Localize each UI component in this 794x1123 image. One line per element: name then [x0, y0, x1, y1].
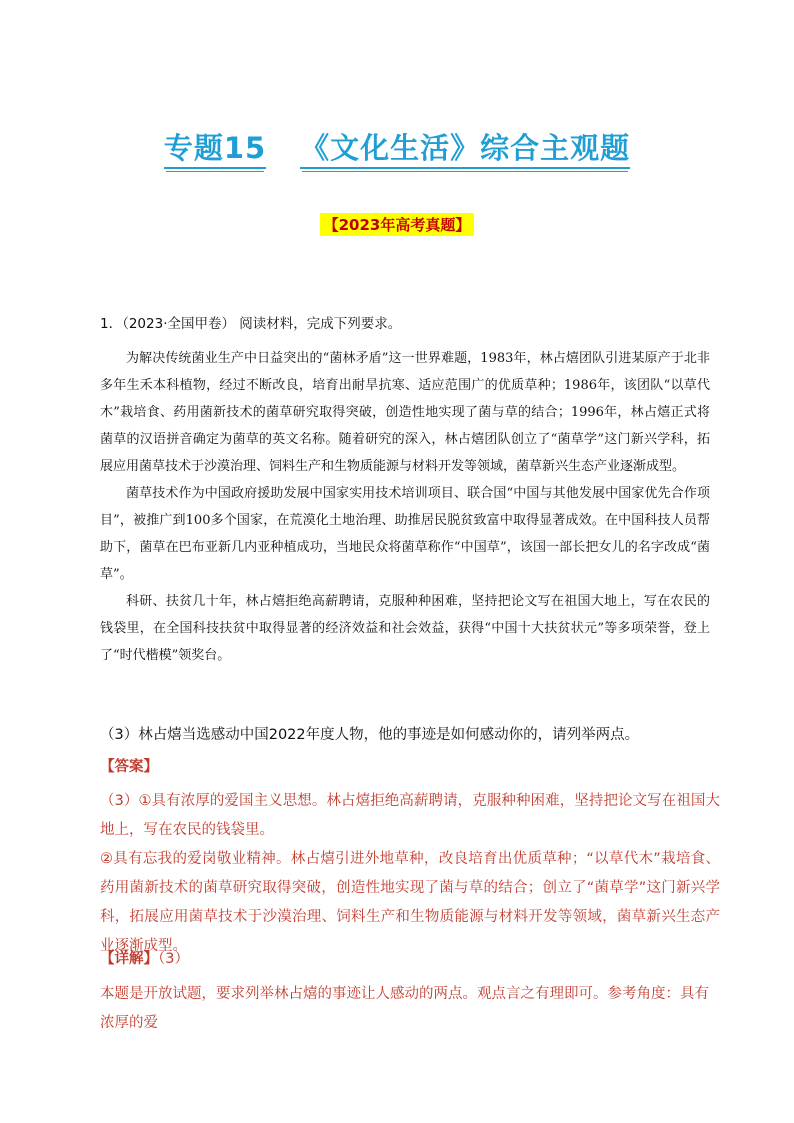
passage-paragraph: 菌草技术作为中国政府援助发展中国家实用技术培训项目、联合国“中国与其他发展中国家优先合作项目”，被推广到100多个国家，在荒漠化土地治理、助推居民脱贫致富中取得显著成效。在中国科技人员帮助下，菌草在巴布亚新几内亚种植成功，当地民众将菌草称作“中国草”，该国一部长把女儿的名字改成“菌草”。 [100, 486, 710, 582]
answer-point: ②具有忘我的爱岗敬业精神。林占熺引进外地草种，改良培育出优质草种；“以草代木”栽培食、药用菌新技术的菌草研究取得突破，创造性地实现了菌与草的结合；创立了“菌草学”这门新兴学科，拓展应用菌草技术于沙漠治理、饲料生产和生物质能源与材料开发等领域，菌草新兴生态产业逐渐成型。 [100, 851, 720, 954]
section-tag: 【2023年高考真题】 [320, 213, 475, 236]
detail-label: 【详解】 [100, 951, 158, 967]
sub-question: （3）林占熺当选感动中国2022年度人物，他的事迹是如何感动你的，请列举两点。 [100, 727, 640, 743]
question-header: 1．（2023·全国甲卷） 阅读材料，完成下列要求。 [100, 316, 402, 332]
title-topic: 专题15 [164, 131, 266, 169]
title-name: 《文化生活》综合主观题 [300, 131, 630, 169]
material-passage [100, 345, 710, 669]
answer-point: （3）①具有浓厚的爱国主义思想。林占熺拒绝高薪聘请，克服种种困难，坚持把论文写在祖国大地上，写在农民的钱袋里。 [100, 793, 720, 838]
passage-paragraph: 为解决传统菌业生产中日益突出的“菌林矛盾”这一世界难题，1983年，林占熺团队引进某原产于北非多年生禾本科植物，经过不断改良，培育出耐旱抗寒、适应范围广的优质草种；1986年，该团队“以草代木”栽培食、药用菌新技术的菌草研究取得突破，创造性地实现了菌与草的结合；1996年，林占熺正式将菌草的汉语拼音确定为菌草的英文名称。随着研究的深入，林占熺团队创立了“菌草学”这门新兴学科，拓展应用菌草技术于沙漠治理、饲料生产和生物质能源与材料开发等领域，菌草新兴生态产业逐渐成型。 [100, 351, 710, 474]
detail-text: 本题是开放试题，要求列举林占熺的事迹让人感动的两点。观点言之有理即可。参考角度：具有浓厚的爱 [100, 986, 709, 1031]
detail-heading [100, 945, 720, 974]
page-title [0, 126, 794, 167]
detail-number: （3） [158, 951, 189, 967]
passage-paragraph: 科研、扶贫几十年，林占熺拒绝高薪聘请，克服种种困难，坚持把论文写在祖国大地上，写在农民的钱袋里，在全国科技扶贫中取得显著的经济效益和社会效益，获得“中国十大扶贫状元”等多项荣誉，登上了“时代楷模”领奖台。 [100, 594, 710, 663]
answer-label: 【答案】 [100, 759, 158, 775]
answer-body [100, 787, 720, 961]
